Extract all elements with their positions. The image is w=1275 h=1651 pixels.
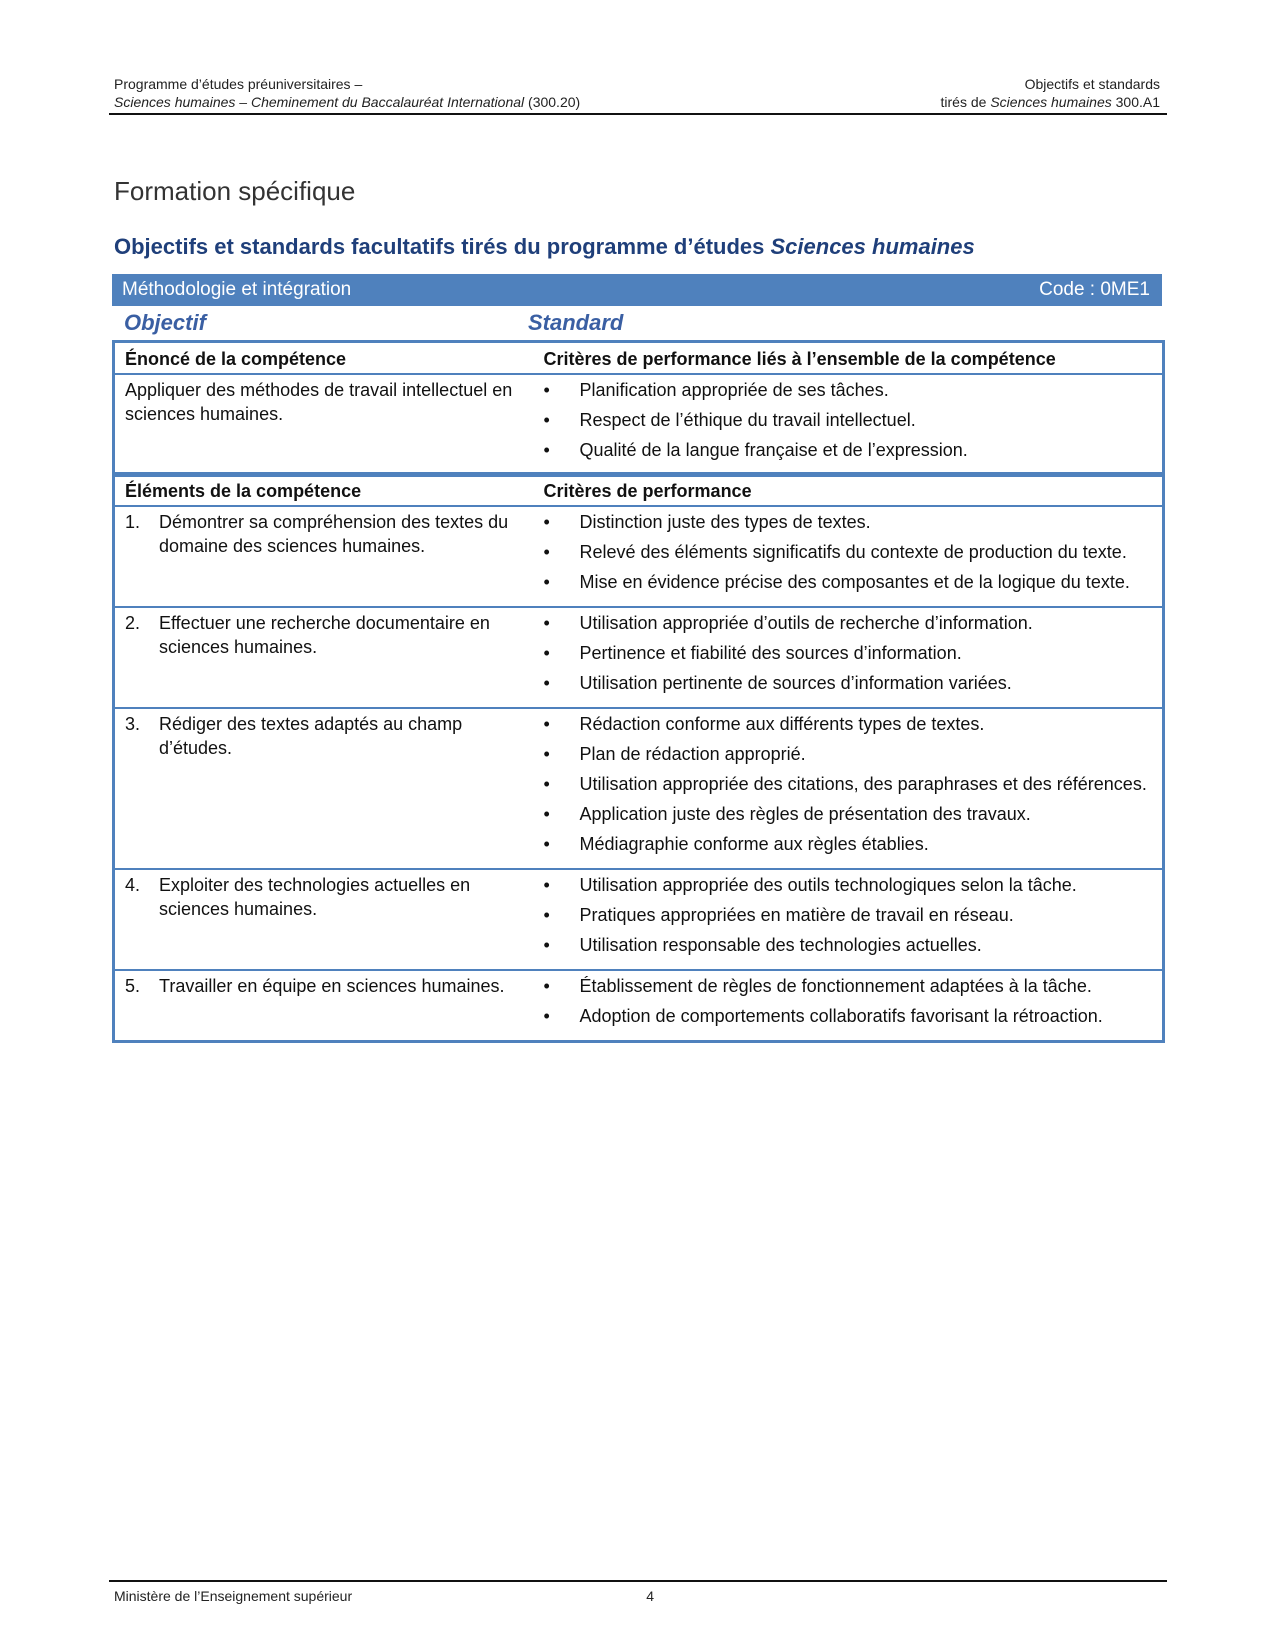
subtitle xyxy=(114,234,975,260)
element-number: 5. xyxy=(125,976,141,996)
element-text: Travailler en équipe en sciences humaines. xyxy=(159,976,505,996)
course-title: Méthodologie et intégration xyxy=(122,279,352,300)
criteria-cell xyxy=(534,869,1164,970)
enonce-head: Énoncé de la compétence xyxy=(125,349,347,369)
list-item: • Distinction juste des types de textes. xyxy=(544,510,1157,534)
column-head-standard: Standard xyxy=(528,310,624,335)
subtitle-main: Objectifs et standards facultatifs tirés du programme d’études xyxy=(114,234,771,259)
column-heads xyxy=(124,310,1154,338)
header-source-post: 300.A1 xyxy=(1111,94,1160,110)
list-item: • Plan de rédaction approprié. xyxy=(544,742,1157,766)
running-header-line1 xyxy=(114,76,1160,92)
header-program-label: Programme d’études préuniversitaires – xyxy=(114,76,363,92)
competence-table xyxy=(112,340,1165,477)
header-program-name xyxy=(114,94,580,110)
list-item: • Utilisation pertinente de sources d’information variées. xyxy=(544,671,1157,695)
competence-criteria-cell xyxy=(534,374,1164,476)
list-item: • Pratiques appropriées en matière de travail en réseau. xyxy=(544,903,1157,927)
header-objectives-label: Objectifs et standards xyxy=(1024,76,1160,92)
header-program-name-italic: Sciences humaines – Cheminement du Baccalauréat International xyxy=(114,94,525,110)
list-item: • Rédaction conforme aux différents types de textes. xyxy=(544,712,1157,736)
criteria-cell xyxy=(534,970,1164,1042)
element-number: 2. xyxy=(125,613,141,633)
course-code xyxy=(1039,279,1150,301)
element-text: Démontrer sa compréhension des textes du domaine des sciences humaines. xyxy=(159,512,509,556)
list-item: • Relevé des éléments significatifs du contexte de production du texte. xyxy=(544,540,1157,564)
elements-header-row xyxy=(114,474,1164,507)
table-row xyxy=(114,869,1164,970)
subtitle-italic: Sciences humaines xyxy=(770,234,975,259)
element-text: Effectuer une recherche documentaire en sciences humaines. xyxy=(159,613,490,657)
competence-criteria-list xyxy=(544,378,1157,462)
column-head-objectif: Objectif xyxy=(124,310,206,335)
course-bar xyxy=(112,274,1162,306)
criteria-list xyxy=(544,611,1157,695)
footer-rule xyxy=(109,1580,1167,1582)
section-title: Formation spécifique xyxy=(114,176,356,206)
criteria-list xyxy=(544,712,1157,856)
competence-header-row xyxy=(114,342,1164,375)
footer xyxy=(114,1588,654,1604)
element-cell xyxy=(114,970,534,1042)
page-number: 4 xyxy=(646,1588,654,1604)
element-text: Exploiter des technologies actuelles en sciences humaines. xyxy=(159,875,471,919)
list-item: • Application juste des règles de présentation des travaux. xyxy=(544,802,1157,826)
list-item: • Médiagraphie conforme aux règles établies. xyxy=(544,832,1157,856)
list-item: • Établissement de règles de fonctionnement adaptées à la tâche. xyxy=(544,974,1157,998)
list-item: • Pertinence et fiabilité des sources d’information. xyxy=(544,641,1157,665)
header-source-italic: Sciences humaines xyxy=(990,94,1112,110)
element-cell xyxy=(114,869,534,970)
list-item: • Utilisation appropriée d’outils de recherche d’information. xyxy=(544,611,1157,635)
running-header-line2 xyxy=(114,94,1160,110)
header-rule xyxy=(109,113,1167,115)
header-source-pre: tirés de xyxy=(940,94,991,110)
element-cell xyxy=(114,506,534,607)
criteria-list xyxy=(544,974,1157,1028)
list-item: • Utilisation responsable des technologies actuelles. xyxy=(544,933,1157,957)
course-code-label: Code : xyxy=(1039,279,1096,300)
list-item: • Planification appropriée de ses tâches. xyxy=(544,378,1157,402)
elements-table xyxy=(112,472,1165,1043)
competence-row xyxy=(114,374,1164,476)
element-number: 3. xyxy=(125,714,141,734)
criteres-ensemble-head: Critères de performance liés à l’ensemble de la compétence xyxy=(543,349,1056,369)
table-row xyxy=(114,607,1164,708)
header-program-code: (300.20) xyxy=(524,94,581,110)
criteres-head: Critères de performance xyxy=(543,481,752,501)
elements-head: Éléments de la compétence xyxy=(125,481,362,501)
list-item: • Utilisation appropriée des outils technologiques selon la tâche. xyxy=(544,873,1157,897)
list-item: • Adoption de comportements collaboratifs favorisant la rétroaction. xyxy=(544,1004,1157,1028)
criteria-cell xyxy=(534,607,1164,708)
criteria-list xyxy=(544,510,1157,594)
element-number: 1. xyxy=(125,512,141,532)
element-cell xyxy=(114,708,534,869)
list-item: • Utilisation appropriée des citations, des paraphrases et des références. xyxy=(544,772,1157,796)
element-number: 4. xyxy=(125,875,141,895)
list-item: • Qualité de la langue française et de l’expression. xyxy=(544,438,1157,462)
criteria-cell xyxy=(534,708,1164,869)
element-cell xyxy=(114,607,534,708)
element-text: Rédiger des textes adaptés au champ d’études. xyxy=(159,714,463,758)
table-row xyxy=(114,708,1164,869)
list-item: • Mise en évidence précise des composantes et de la logique du texte. xyxy=(544,570,1157,594)
course-code-value: 0ME1 xyxy=(1100,279,1150,300)
table-row xyxy=(114,970,1164,1042)
list-item: • Respect de l’éthique du travail intellectuel. xyxy=(544,408,1157,432)
header-source xyxy=(941,94,1160,110)
enonce-text: Appliquer des méthodes de travail intellectuel en sciences humaines. xyxy=(114,374,534,476)
table-row xyxy=(114,506,1164,607)
criteria-list xyxy=(544,873,1157,957)
footer-ministry: Ministère de l’Enseignement supérieur xyxy=(114,1588,353,1604)
criteria-cell xyxy=(534,506,1164,607)
